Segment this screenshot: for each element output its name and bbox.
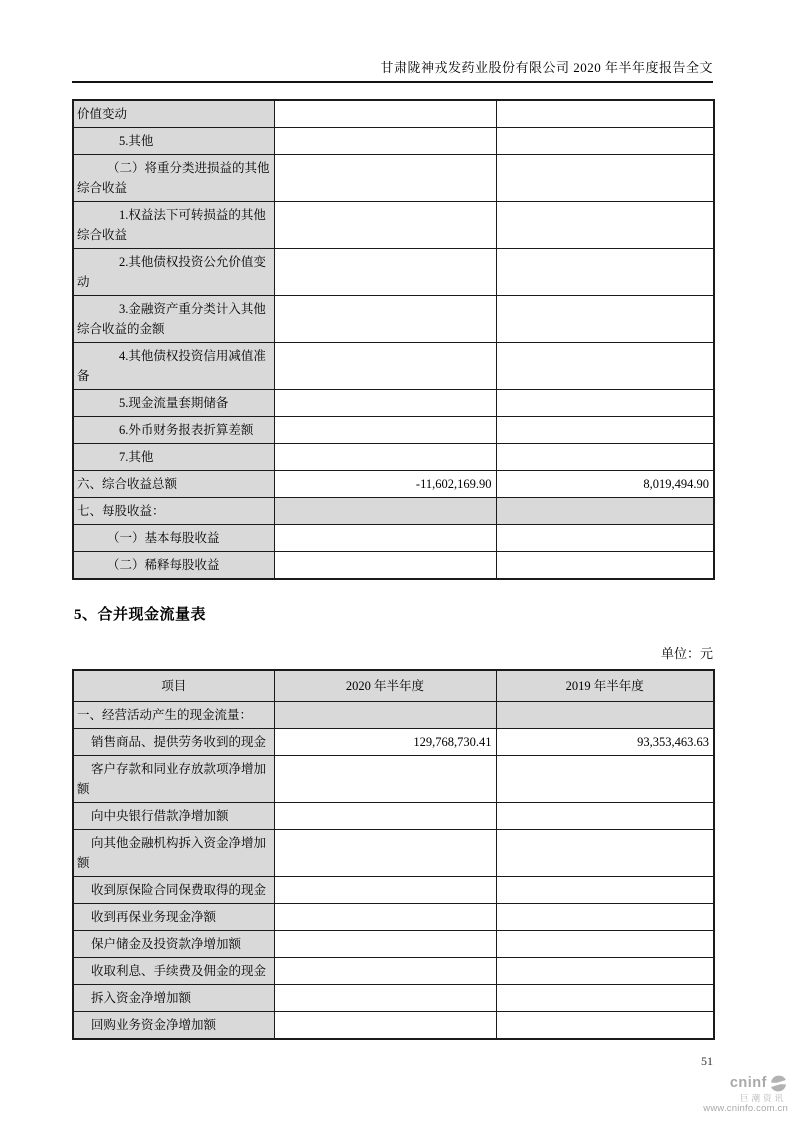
table-row xyxy=(73,390,714,417)
cashflow-table xyxy=(72,669,715,1040)
value-2019 xyxy=(496,958,714,985)
row-label: 保户储金及投资款净增加额 xyxy=(73,931,274,958)
table-row xyxy=(73,498,714,525)
page-number: 51 xyxy=(701,1054,713,1068)
value-2019 xyxy=(496,702,714,729)
value-2019: 8,019,494.90 xyxy=(496,471,714,498)
cashflow-section-heading: 5、合并现金流量表 xyxy=(74,607,207,623)
table-row xyxy=(73,100,714,128)
value-2019 xyxy=(496,877,714,904)
value-2020 xyxy=(274,985,496,1012)
value-2019 xyxy=(496,931,714,958)
row-label: 5.其他 xyxy=(73,128,274,155)
row-label: 收到再保业务现金净额 xyxy=(73,904,274,931)
cninfo-website: www.cninfo.com.cn xyxy=(703,1102,788,1114)
table-row xyxy=(73,729,714,756)
income-table-body xyxy=(73,100,714,579)
table-row xyxy=(73,877,714,904)
value-2020 xyxy=(274,931,496,958)
value-2020 xyxy=(274,830,496,877)
column-header-2019: 2019 年半年度 xyxy=(496,670,714,702)
table-row xyxy=(73,756,714,803)
cninfo-logo-top xyxy=(693,1074,788,1093)
value-2020 xyxy=(274,100,496,128)
value-2020 xyxy=(274,128,496,155)
value-2020 xyxy=(274,525,496,552)
row-label: 拆入资金净增加额 xyxy=(73,985,274,1012)
value-2020 xyxy=(274,498,496,525)
row-label: 6.外币财务报表折算差额 xyxy=(73,417,274,444)
value-2019 xyxy=(496,128,714,155)
table-row xyxy=(73,202,714,249)
row-label: 收取利息、手续费及佣金的现金 xyxy=(73,958,274,985)
table-row xyxy=(73,417,714,444)
table-row xyxy=(73,343,714,390)
value-2020 xyxy=(274,958,496,985)
value-2020 xyxy=(274,803,496,830)
row-label: 回购业务资金净增加额 xyxy=(73,1012,274,1040)
value-2019 xyxy=(496,390,714,417)
row-label: 3.金融资产重分类计入其他综合收益的金额 xyxy=(73,296,274,343)
cashflow-header-row xyxy=(73,670,714,702)
value-2020 xyxy=(274,904,496,931)
table-row xyxy=(73,525,714,552)
cninfo-brand-text: cninf xyxy=(729,1074,767,1091)
row-label: 5.现金流量套期储备 xyxy=(73,390,274,417)
value-2020 xyxy=(274,202,496,249)
table-row xyxy=(73,552,714,580)
comprehensive-income-table xyxy=(72,99,715,580)
value-2020 xyxy=(274,296,496,343)
report-header-title: 甘肃陇神戎发药业股份有限公司 2020 年半年度报告全文 xyxy=(72,57,713,83)
value-2019 xyxy=(496,756,714,803)
value-2019 xyxy=(496,296,714,343)
row-label: 收到原保险合同保费取得的现金 xyxy=(73,877,274,904)
row-label: 客户存款和同业存放款项净增加额 xyxy=(73,756,274,803)
table-row xyxy=(73,249,714,296)
table-row xyxy=(73,931,714,958)
table-row xyxy=(73,904,714,931)
table-row xyxy=(73,296,714,343)
value-2019 xyxy=(496,552,714,580)
row-label: 7.其他 xyxy=(73,444,274,471)
cninfo-swirl-icon xyxy=(769,1074,788,1093)
value-2020 xyxy=(274,1012,496,1040)
table-row xyxy=(73,471,714,498)
row-label: 向其他金融机构拆入资金净增加额 xyxy=(73,830,274,877)
row-label: 销售商品、提供劳务收到的现金 xyxy=(73,729,274,756)
value-2019 xyxy=(496,1012,714,1040)
value-2020 xyxy=(274,444,496,471)
value-2019: 93,353,463.63 xyxy=(496,729,714,756)
row-label: 向中央银行借款净增加额 xyxy=(73,803,274,830)
row-label: 六、综合收益总额 xyxy=(73,471,274,498)
value-2020 xyxy=(274,417,496,444)
row-label: 1.权益法下可转损益的其他综合收益 xyxy=(73,202,274,249)
value-2019 xyxy=(496,155,714,202)
value-2020 xyxy=(274,249,496,296)
row-label: （二）将重分类进损益的其他综合收益 xyxy=(73,155,274,202)
value-2020 xyxy=(274,155,496,202)
cashflow-table-body xyxy=(73,702,714,1040)
row-label: 4.其他债权投资信用减值准备 xyxy=(73,343,274,390)
table-row xyxy=(73,702,714,729)
table-row xyxy=(73,444,714,471)
value-2020: -11,602,169.90 xyxy=(274,471,496,498)
value-2020: 129,768,730.41 xyxy=(274,729,496,756)
value-2020 xyxy=(274,552,496,580)
table-row xyxy=(73,985,714,1012)
table-row xyxy=(73,128,714,155)
table-row xyxy=(73,155,714,202)
value-2019 xyxy=(496,985,714,1012)
column-header-2020: 2020 年半年度 xyxy=(274,670,496,702)
value-2019 xyxy=(496,498,714,525)
value-2019 xyxy=(496,803,714,830)
row-label: 2.其他债权投资公允价值变动 xyxy=(73,249,274,296)
value-2019 xyxy=(496,202,714,249)
row-label: 价值变动 xyxy=(73,100,274,128)
value-2019 xyxy=(496,417,714,444)
value-2019 xyxy=(496,100,714,128)
value-2019 xyxy=(496,830,714,877)
row-label: 七、每股收益： xyxy=(73,498,274,525)
value-2020 xyxy=(274,877,496,904)
value-2020 xyxy=(274,756,496,803)
table-row xyxy=(73,1012,714,1040)
value-2019 xyxy=(496,904,714,931)
value-2019 xyxy=(496,249,714,296)
value-2020 xyxy=(274,702,496,729)
table-row xyxy=(73,803,714,830)
value-2019 xyxy=(496,444,714,471)
column-header-item: 项目 xyxy=(73,670,274,702)
row-label: （二）稀释每股收益 xyxy=(73,552,274,580)
value-2019 xyxy=(496,525,714,552)
value-2020 xyxy=(274,343,496,390)
row-label: 一、经营活动产生的现金流量： xyxy=(73,702,274,729)
row-label: （一）基本每股收益 xyxy=(73,525,274,552)
table-row xyxy=(73,830,714,877)
unit-label: 单位：元 xyxy=(660,646,713,661)
cninfo-logo xyxy=(693,1074,788,1114)
value-2020 xyxy=(274,390,496,417)
value-2019 xyxy=(496,343,714,390)
cninfo-chinese-name: 巨潮资讯 xyxy=(739,1093,786,1103)
table-row xyxy=(73,958,714,985)
